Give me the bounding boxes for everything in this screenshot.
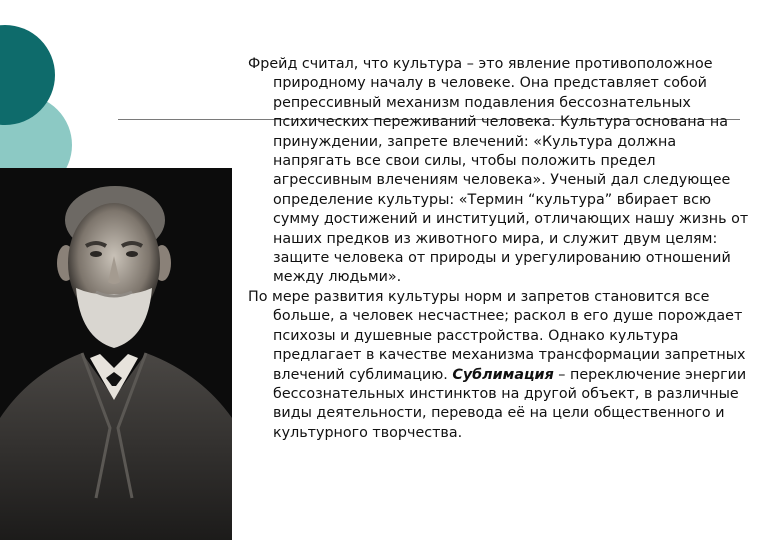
paragraph-freud-culture: Фрейд считал, что культура – это явление противоположное природному началу в человеке. Она представляет собой репрессивный механизм подавления бессознательных психических переживаний человека. Культура основана на принуждении, запрете влечений: «Культура должна напрягать все свои силы, чтобы положить предел агрессивным влечениям человека». Ученый дал следующее определение культуры: «Термин “культура” вбирает всю сумму достижений и институций, отличающих нашу жизнь от наших предков из животного мира, и служит двум целям: защите человека от природы и урегулированию отношений между людьми». <box>248 56 749 286</box>
paragraph-sublimation <box>248 288 756 443</box>
text-body <box>248 55 756 443</box>
sublimation-definition: – переключение энергии бессознательных инстинктов на другой объект, в различные виды деятельности, перевода её на цели общественного и культурного творчества. <box>273 366 747 441</box>
sublimation-term: Сублимация <box>452 366 554 383</box>
portrait-photo <box>0 168 232 540</box>
paragraph-sublimation-intro: По мере развития культуры норм и запретов становится все больше, а человек несчастнее; раскол в его душе порождает психозы и душевные расстройства. Однако культура предлагает в качестве механизма трансформации запретных влечений сублимацию. <box>248 288 746 383</box>
